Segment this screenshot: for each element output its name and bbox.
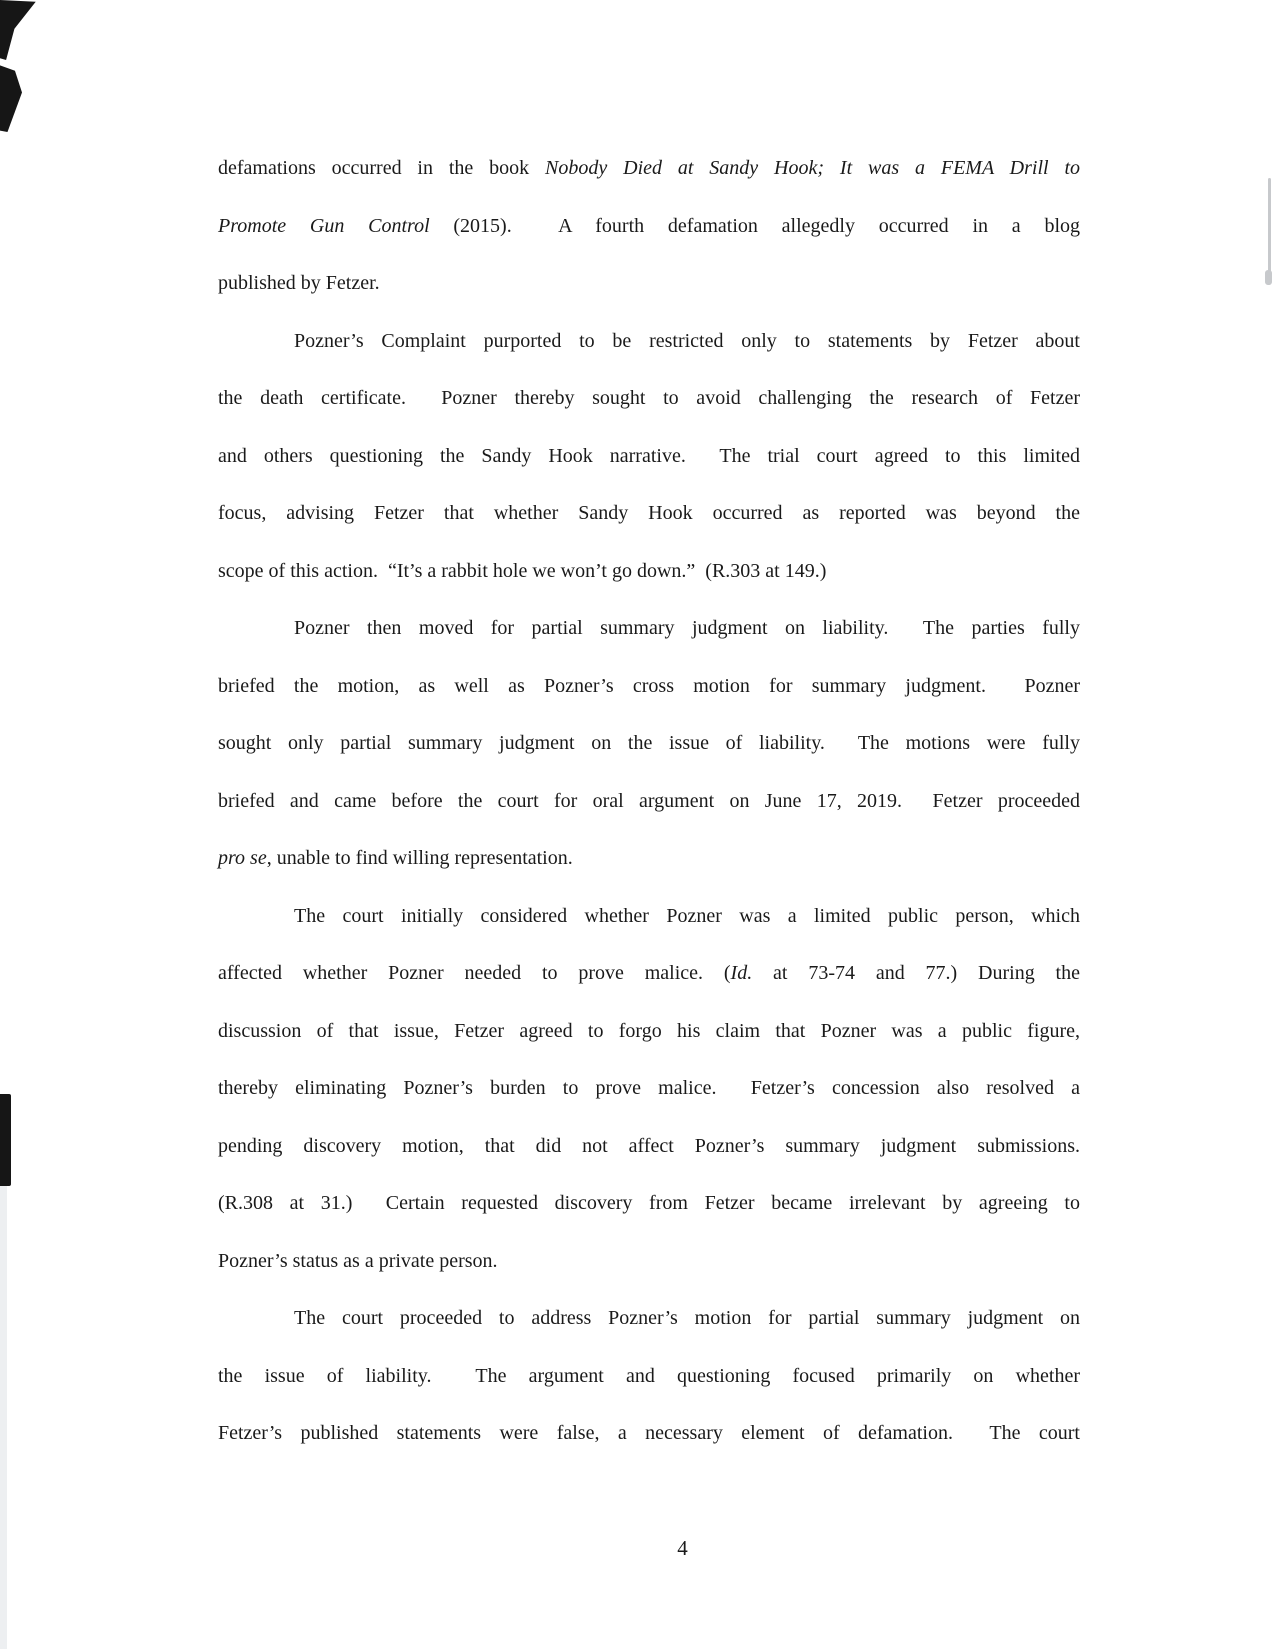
- text-line: [218, 1290, 1080, 1348]
- body-text: discussion of that issue, Fetzer agreed to forgo his claim that Pozner was a public figure,: [218, 1019, 1080, 1042]
- text-line: [218, 945, 1080, 1003]
- italic-text: Id.: [730, 962, 753, 984]
- italic-text: Promote Gun Control: [218, 214, 430, 237]
- body-text: scope of this action. “It’s a rabbit hole we won’t go down.” (R.303 at 149.): [218, 559, 827, 582]
- body-text: briefed and came before the court for oral argument on June 17, 2019. Fetzer proceeded: [218, 789, 1080, 812]
- scan-edge-band-left: [0, 1155, 7, 1649]
- text-line: [218, 198, 1080, 256]
- body-text: sought only partial summary judgment on the issue of liability. The motions were fully: [218, 732, 1080, 754]
- body-text: Pozner’s Complaint purported to be restricted only to statements by Fetzer about: [294, 329, 1080, 352]
- body-text: and others questioning the Sandy Hook narrative. The trial court agreed to this limited: [218, 444, 1080, 467]
- body-text: (2015). A fourth defamation allegedly occurred in a blog: [429, 214, 1080, 237]
- text-line: [218, 370, 1080, 428]
- text-line: [218, 1060, 1080, 1118]
- text-line: [218, 1405, 1080, 1463]
- scan-line-right-edge: [1268, 178, 1271, 283]
- body-text: The court initially considered whether Pozner was a limited public person, which: [294, 904, 1080, 927]
- text-line: [218, 313, 1080, 371]
- text-line: [218, 1233, 1080, 1291]
- body-text: pending discovery motion, that did not affect Pozner’s summary judgment submissions.: [218, 1134, 1080, 1157]
- body-text: defamations occurred in the book: [218, 157, 546, 179]
- body-text: Pozner’s status as a private person.: [218, 1249, 498, 1272]
- page-number: 4: [677, 1536, 688, 1560]
- body-text: Pozner then moved for partial summary judgment on liability. The parties fully: [294, 617, 1080, 639]
- scan-mark-left-bar: [0, 1094, 11, 1186]
- scan-blob-right-edge: [1265, 270, 1272, 285]
- text-line: [218, 255, 1080, 313]
- text-line: [218, 888, 1080, 946]
- italic-text: pro se: [218, 847, 267, 869]
- text-line: [218, 140, 1080, 198]
- text-line: [218, 1118, 1080, 1176]
- text-line: [218, 543, 1080, 601]
- body-text: , unable to find willing representation.: [266, 847, 573, 869]
- document-text: [218, 140, 1080, 1463]
- body-text: (R.308 at 31.) Certain requested discovery from Fetzer became irrelevant by agreeing to: [218, 1192, 1080, 1214]
- text-line: [218, 1175, 1080, 1233]
- body-text: the issue of liability. The argument and questioning focused primarily on whether: [218, 1364, 1080, 1387]
- text-line: [218, 830, 1080, 888]
- body-text: the death certificate. Pozner thereby sought to avoid challenging the research of Fetzer: [218, 387, 1080, 409]
- text-line: [218, 485, 1080, 543]
- body-text: affected whether Pozner needed to prove malice. (: [218, 962, 731, 984]
- text-line: [218, 773, 1080, 831]
- body-text: Fetzer’s published statements were false, a necessary element of defamation. The court: [218, 1422, 1080, 1444]
- text-line: [218, 428, 1080, 486]
- body-text: at 73-74 and 77.) During the: [752, 962, 1080, 984]
- body-text: briefed the motion, as well as Pozner’s cross motion for summary judgment. Pozner: [218, 674, 1080, 697]
- text-line: [218, 1348, 1080, 1406]
- body-text: The court proceeded to address Pozner’s motion for partial summary judgment on: [294, 1307, 1080, 1329]
- scan-mark-top-left-2: [0, 64, 22, 132]
- italic-text: Nobody Died at Sandy Hook; It was a FEMA Drill to: [545, 157, 1081, 179]
- body-text: thereby eliminating Pozner’s burden to prove malice. Fetzer’s concession also resolved a: [218, 1077, 1080, 1099]
- text-line: [218, 715, 1080, 773]
- scan-mark-top-left-1: [0, 0, 38, 60]
- text-line: [218, 600, 1080, 658]
- body-text: published by Fetzer.: [218, 272, 380, 294]
- body-text: focus, advising Fetzer that whether Sandy Hook occurred as reported was beyond the: [218, 502, 1080, 524]
- text-line: [218, 658, 1080, 716]
- text-line: [218, 1003, 1080, 1061]
